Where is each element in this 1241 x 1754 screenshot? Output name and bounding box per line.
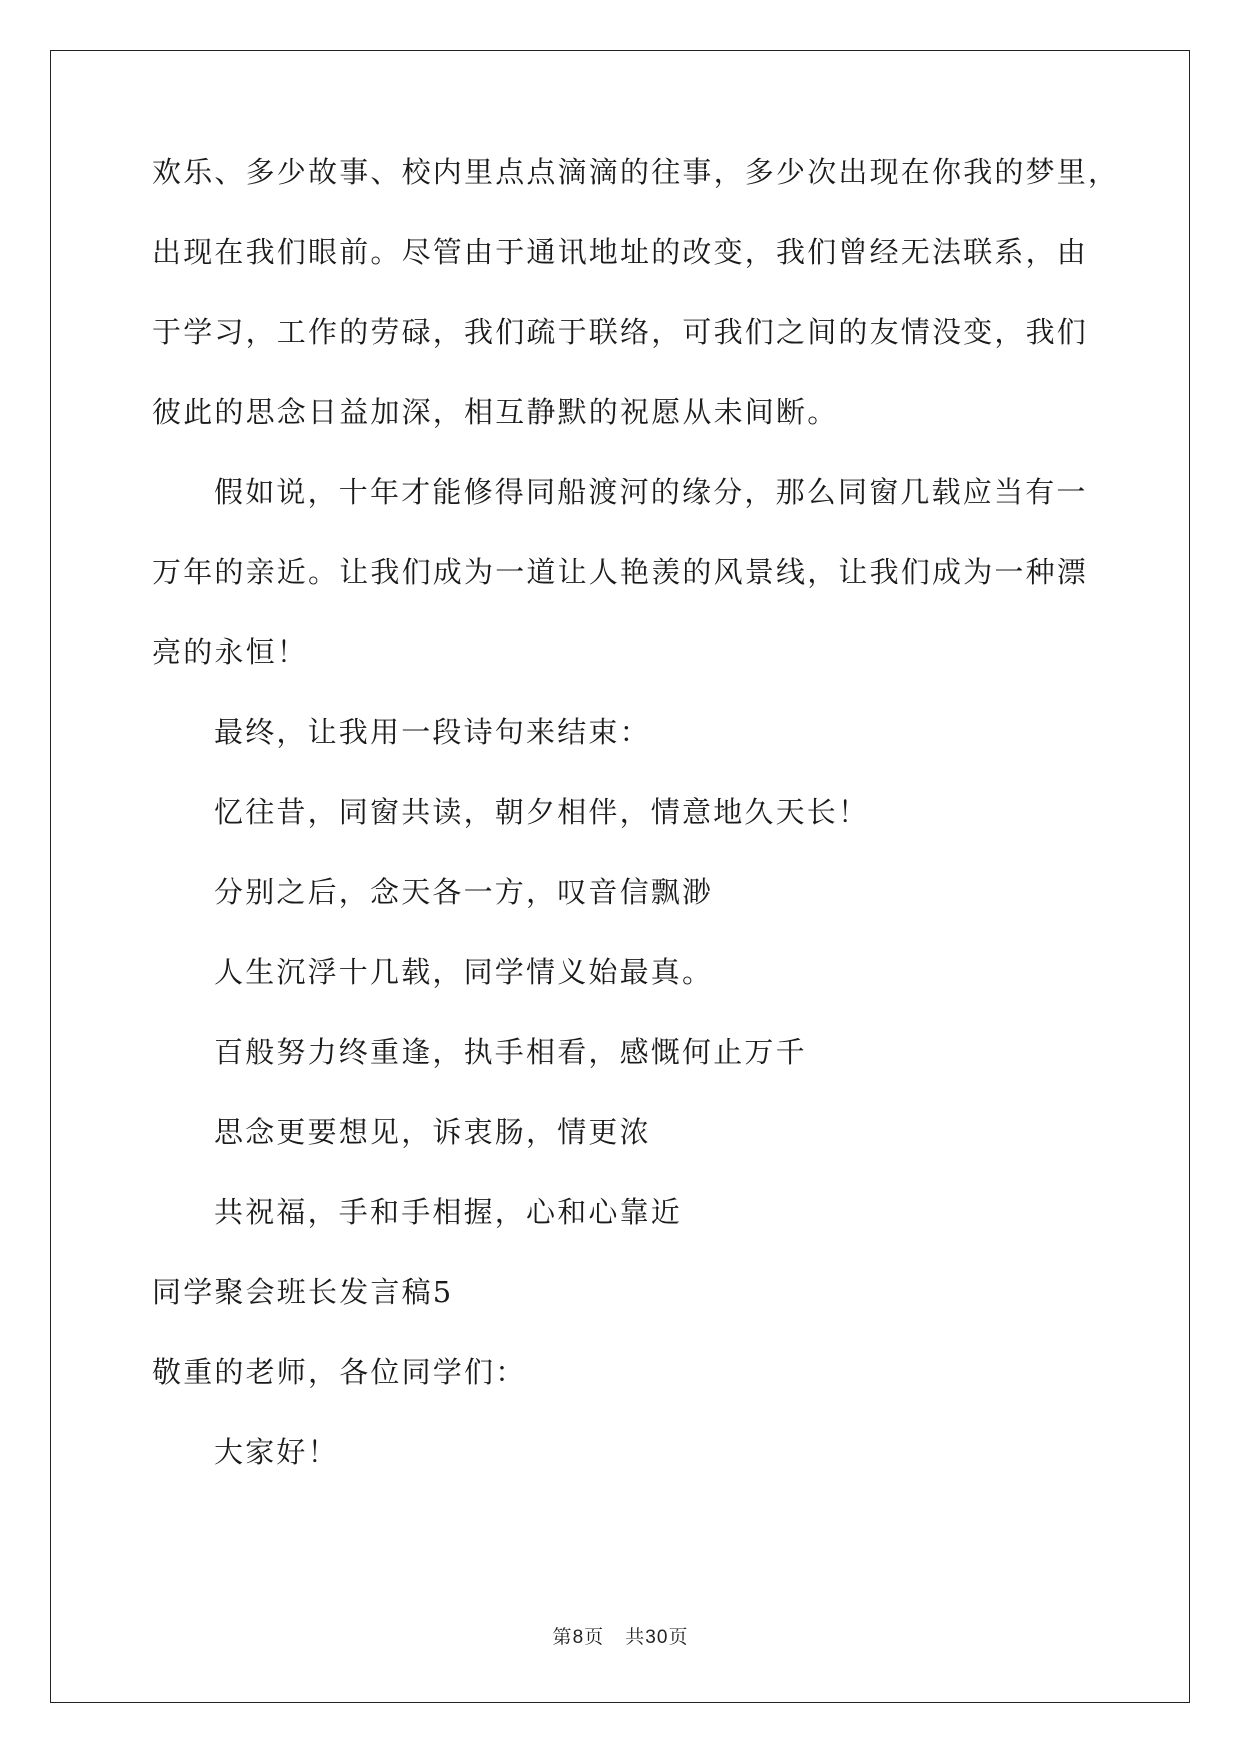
footer-prefix: 第	[552, 1626, 573, 1648]
poem-line-3: 人生沉浮十几载，同学情义始最真。	[214, 955, 714, 989]
body-line-5: 假如说，十年才能修得同船渡河的缘分，那么同窗几载应当有一	[214, 475, 1088, 509]
poem-line-5: 思念更要想见，诉衷肠，情更浓	[214, 1115, 651, 1149]
greeting: 大家好！	[214, 1435, 339, 1469]
body-line-2: 出现在我们眼前。尽管由于通讯地址的改变，我们曾经无法联系，由	[152, 235, 1089, 269]
section-heading: 同学聚会班长发言稿5	[152, 1275, 454, 1309]
poem-line-1: 忆往昔，同窗共读，朝夕相伴，情意地久天长！	[214, 795, 870, 829]
poem-line-6: 共祝福，手和手相握，心和心靠近	[214, 1195, 683, 1229]
body-line-7: 亮的永恒！	[152, 635, 309, 669]
footer-page-number: 8	[572, 1627, 585, 1648]
body-line-1: 欢乐、多少故事、校内里点点滴滴的往事，多少次出现在你我的梦里，	[152, 155, 1120, 189]
body-line-3: 于学习，工作的劳碌，我们疏于联络，可我们之间的友情没变，我们	[152, 315, 1089, 349]
body-line-4: 彼此的思念日益加深，相互静默的祝愿从未间断。	[152, 395, 839, 429]
poem-line-4: 百般努力终重逢，执手相看，感慨何止万千	[214, 1035, 807, 1069]
body-line-8: 最终，让我用一段诗句来结束：	[214, 715, 651, 749]
poem-line-2: 分别之后，念天各一方，叹音信飘渺	[214, 875, 714, 909]
footer-total-suffix: 页	[668, 1626, 689, 1648]
footer-total-prefix: 共	[625, 1626, 646, 1648]
footer-total-pages: 30	[645, 1627, 669, 1648]
body-line-6: 万年的亲近。让我们成为一道让人艳羡的风景线，让我们成为一种漂	[152, 555, 1089, 589]
footer-page-suffix: 页	[584, 1626, 605, 1648]
salutation: 敬重的老师，各位同学们：	[152, 1355, 527, 1389]
page-footer	[0, 1622, 1241, 1649]
